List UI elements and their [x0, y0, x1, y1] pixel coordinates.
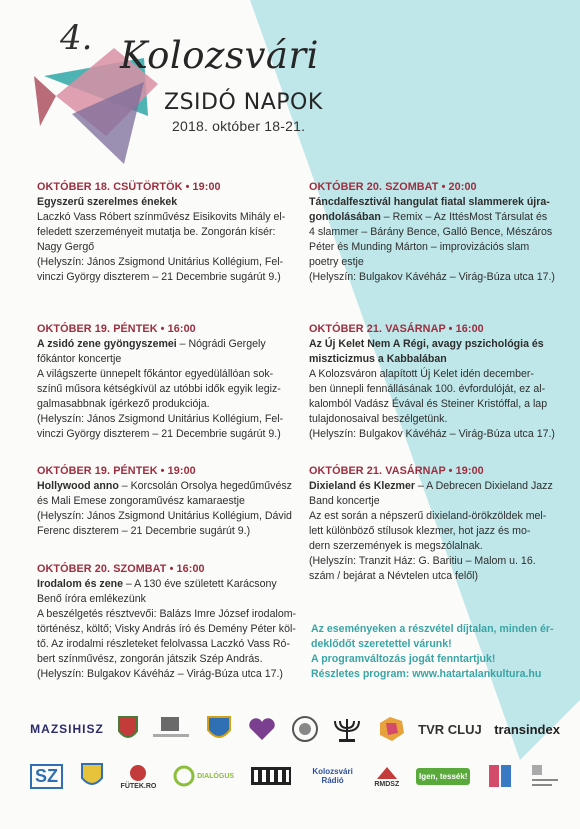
note-line: A programváltozás jogát fenntartjuk! [311, 653, 496, 665]
event-line: A világszerte ünnepelt főkántor egyedülállóan sok- [37, 368, 274, 380]
event-title: Egyszerű szerelmes énekek [37, 196, 178, 208]
event-oct18-1900 [37, 180, 299, 285]
sponsor-hk-logo [487, 763, 513, 789]
sponsor-tvr-cluj-text: TVR CLUJ [418, 721, 482, 737]
event-line: tulajdonosaival beszélgetünk. [309, 413, 448, 425]
sponsor-mazsihisz-text: MAZSIHISZ [30, 722, 104, 736]
event-venue: szám / bejárat a Névtelen utca felől) [309, 570, 478, 582]
sponsor-city-crest-logo [204, 714, 234, 744]
sponsor-tvr-cluj-logo [418, 722, 482, 737]
event-line: Nagy Gergő [37, 241, 95, 253]
sponsor-dialogus-logo [173, 765, 234, 787]
event-line: Benő íróra emlékezünk [37, 593, 146, 605]
sponsor-colorful-map-logo [376, 715, 406, 743]
sponsor-round-seal-logo [291, 715, 319, 743]
event-venue: (Helyszín: Tranzit Ház: G. Baritiu – Malom u. 16. [309, 555, 536, 567]
sponsor-igen-text: Igen, tessék! [416, 768, 470, 785]
event-title: Hollywood anno [37, 480, 119, 492]
event-line: ben ünnepli fennállásának 100. évfordulóját, ez al- [309, 383, 546, 395]
event-venue: (Helyszín: János Zsigmond Unitárius Kollégium, Fel- [37, 413, 284, 425]
event-venue: (Helyszín: Bulgakov Kávéház – Virág-Búza utca 17.) [309, 271, 555, 283]
sponsor-mazsihisz-logo [30, 715, 104, 743]
sponsor-sz-text: SZ [30, 764, 63, 789]
event-line: Az est során a népszerű dixieland-örökzöldek mel- [309, 510, 547, 522]
sponsor-futek-logo [121, 763, 157, 790]
edition-number: 4. [60, 18, 93, 58]
sponsor-menorah-logo [331, 715, 363, 743]
event-line: galmasabbnak ígérkező produkciója. [37, 398, 210, 410]
event-oct19-1600 [37, 322, 299, 442]
event-title: Az Új Kelet Nem A Régi, avagy pszichológia és [309, 338, 544, 350]
sponsor-kolozsvari-radio-logo [308, 767, 358, 785]
event-venue: (Helyszín: János Zsigmond Unitárius Kollégium, Dávid [37, 510, 292, 522]
sponsor-ministry-logo [151, 716, 191, 742]
event-venue: (Helyszín: János Zsigmond Unitárius Kollégium, Fel- [37, 256, 284, 268]
event-title-cont: gondolásában [309, 211, 381, 223]
sponsor-transindex-logo [494, 722, 560, 737]
event-title: Irodalom és zene [37, 578, 123, 590]
event-date: OKTÓBER 19. PÉNTEK • 19:00 [37, 465, 196, 477]
event-oct19-1900 [37, 464, 299, 539]
event-line: 4 slammer – Bárány Bence, Galló Bence, Mészáros [309, 226, 553, 238]
event-title-rest: – Nógrádi Gergely [176, 338, 266, 350]
event-title-rest: – A Debrecen Dixieland Jazz [414, 480, 553, 492]
festival-date: 2018. október 18-21. [172, 118, 306, 134]
event-line: Laczkó Vass Róbert színművész Eisikovits Mihály el- [37, 211, 286, 223]
event-line: Band koncertje [309, 495, 380, 507]
sponsor-rmdsz-text: RMDSZ [374, 780, 400, 788]
sponsor-row-2 [30, 762, 560, 790]
logo-maroon-triangle [34, 76, 56, 126]
event-line: bert színművész, zongorán játszik Szép András. [37, 653, 263, 665]
event-date: OKTÓBER 20. SZOMBAT • 20:00 [309, 181, 477, 193]
event-line: dern szerzemények is megszólalnak. [309, 540, 483, 552]
event-title-cont: miszticizmus a Kabbalában [309, 353, 447, 365]
event-venue: vinczi György diszterem – 21 Decembrie sugárút 9.) [37, 428, 281, 440]
event-line: Péter és Munding Márton – improvizációs slam [309, 241, 530, 253]
event-oct21-1900 [309, 464, 567, 584]
event-venue: (Helyszín: Bulgakov Kávéház – Virág-Búza utca 17.) [309, 428, 555, 440]
event-line: és Mali Emese zongoraművész kamaraestje [37, 495, 245, 507]
event-line: tő. Az irodalmi részleteket felolvassa Laczkó Vass Ró- [37, 638, 290, 650]
event-title-rest: – Korcsolán Orsolya hegedűművész [118, 480, 292, 492]
event-line: történész, költő; Visky András író és Demény Péter köl- [37, 623, 296, 635]
event-date: OKTÓBER 21. VASÁRNAP • 19:00 [309, 465, 484, 477]
sponsor-igen-tessek-logo [416, 768, 470, 785]
event-line: színű műsora kétségkívül az utóbbi idők egyik legiz- [37, 383, 281, 395]
event-oct21-1600 [309, 322, 567, 442]
event-venue: (Helyszín: Bulgakov Kávéház – Virág-Búza utca 17.) [37, 668, 283, 680]
event-line: A Kolozsváron alapított Új Kelet idén december- [309, 368, 534, 380]
event-line: főkántor koncertje [37, 353, 122, 365]
event-date: OKTÓBER 19. PÉNTEK • 16:00 [37, 323, 196, 335]
event-line: lett különböző stílusok klezmer, hot jazz és mo- [309, 525, 531, 537]
event-date: OKTÓBER 20. SZOMBAT • 16:00 [37, 563, 205, 575]
event-venue: vinczi György diszterem – 21 Decembrie sugárút 9.) [37, 271, 281, 283]
sponsor-transindex-text: transindex [494, 721, 560, 737]
event-venue: Ferenc diszterem – 21 Decembrie sugárút 9.) [37, 525, 251, 537]
sponsor-film-strip-logo [251, 765, 291, 787]
event-title: A zsidó zene gyöngyszemei [37, 338, 177, 350]
event-title: Dixieland és Klezmer [309, 480, 415, 492]
event-line: kalomból Vadász Évával és Steiner Kristóffal, a lap [309, 398, 548, 410]
event-oct20-2000 [309, 180, 567, 285]
event-title-rest: – A 130 éve született Karácsony [122, 578, 277, 590]
sponsor-sz-logo [30, 764, 63, 789]
sponsor-row-1 [30, 714, 560, 744]
sponsor-rmdsz-logo [374, 765, 399, 788]
note-line: deklődőt szeretettel várunk! [311, 638, 452, 650]
script-title: Kolozsvári [120, 34, 319, 77]
sponsor-dialogus-text: DIALÓGUS [197, 772, 235, 780]
event-title: Táncdalfesztivál hangulat fiatal slammerek újra- [309, 196, 550, 208]
note-line[interactable]: Részletes program: www.hatartalankultura.hu [311, 668, 542, 680]
sponsor-shield-logo [80, 762, 104, 790]
festival-title: ZSIDÓ NAPOK [164, 90, 323, 115]
note-line: Az eseményeken a részvétel díjtalan, minden ér- [311, 623, 554, 635]
info-notes [311, 622, 561, 682]
sponsor-radio-text: Kolozsvári Rádió [312, 767, 353, 785]
event-date: OKTÓBER 18. CSÜTÖRTÖK • 19:00 [37, 181, 221, 193]
event-oct20-1600 [37, 562, 299, 682]
sponsor-heart-logo [246, 716, 278, 742]
sponsor-futek-text: FÜTEK.RO [120, 782, 157, 790]
event-line: poetry estje [309, 256, 364, 268]
event-date: OKTÓBER 21. VASÁRNAP • 16:00 [309, 323, 484, 335]
sponsor-crest-logo [117, 715, 139, 743]
sponsor-foundation-logo [530, 763, 560, 789]
event-title-rest: – Remix – Az IttésMost Társulat és [380, 211, 548, 223]
event-line: A beszélgetés résztvevői: Balázs Imre József irodalom- [37, 608, 297, 620]
event-line: feledett szerzeményeit mutatja be. Zongorán kísér: [37, 226, 276, 238]
